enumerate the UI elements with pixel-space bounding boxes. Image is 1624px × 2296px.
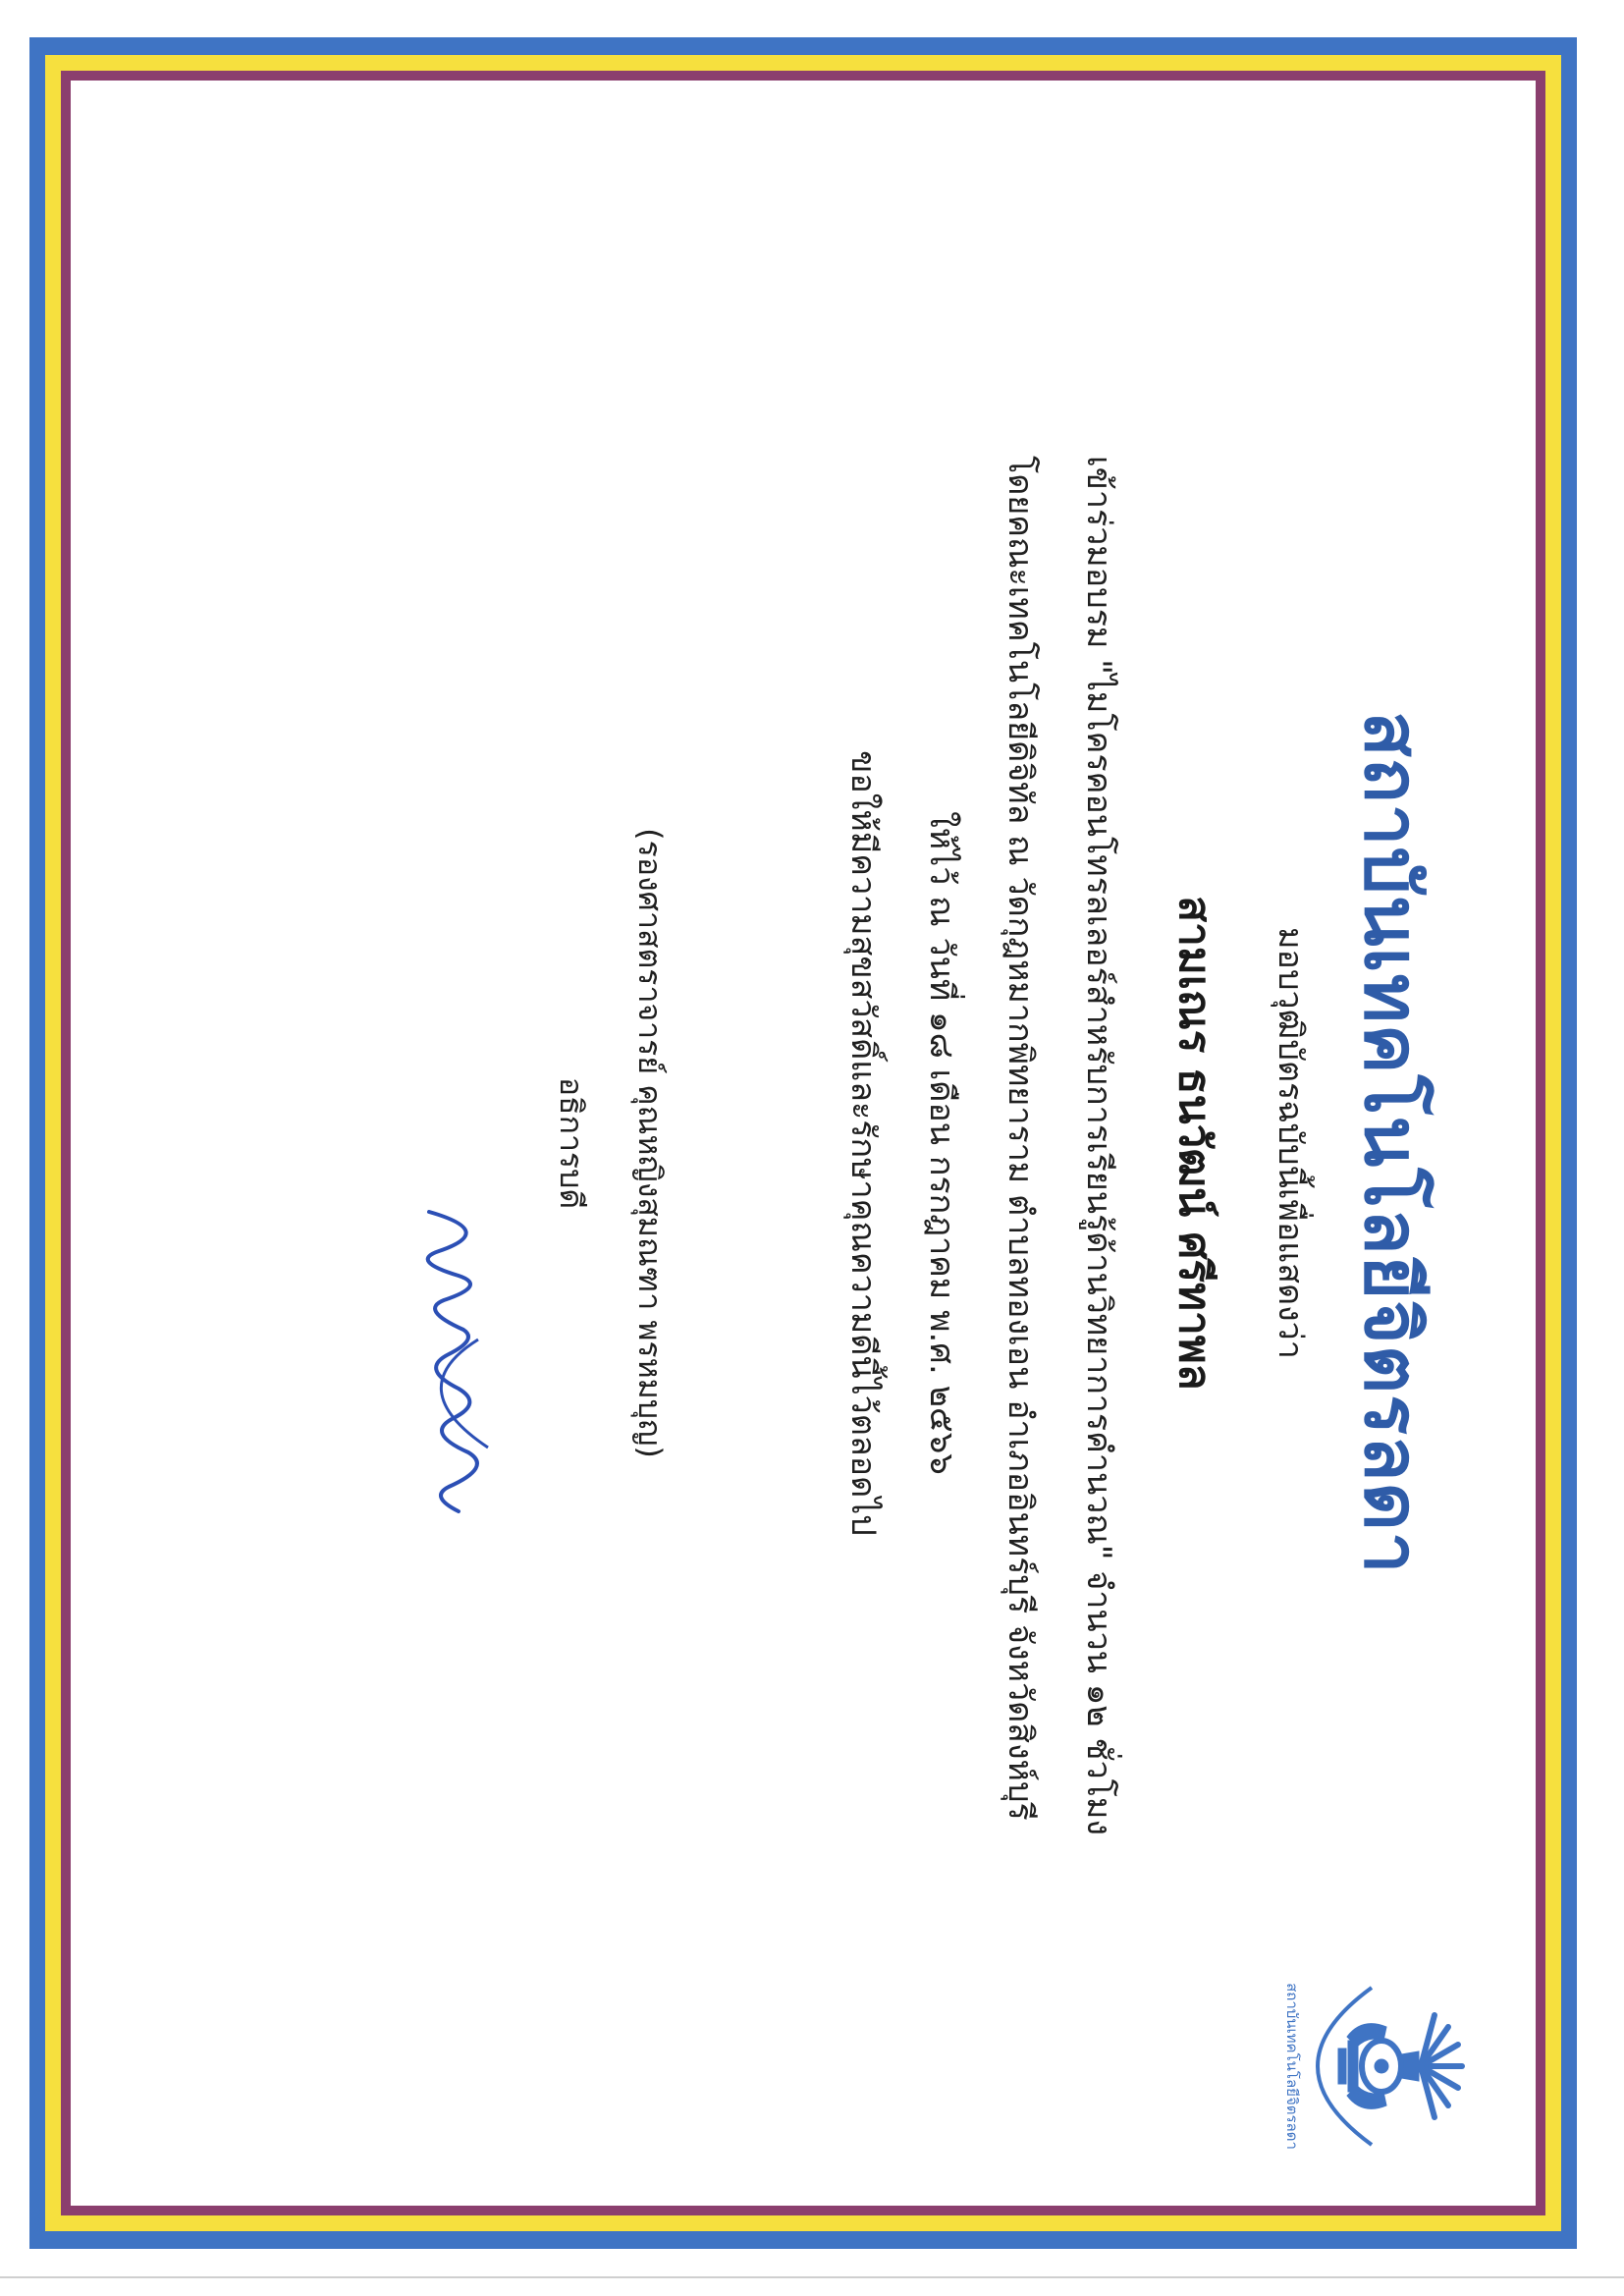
institute-name-title: สถาบันเทคโนโลยีจิตรลดา	[1348, 711, 1435, 1575]
certificate-intro: มอบวุฒิบัตรฉบับนี้เพื่อแสดงว่า	[1271, 927, 1310, 1359]
signatory-name: (รองศาสตราจารย์ คุณหญิงสุมณฑา พรหมบุญ)	[631, 828, 669, 1458]
course-description: เข้าร่วมอบรม "ไมโครคอนโทรลเลอร์สำหรับการเรียนรู้ด้านวิทยาการคำนวณ" จำนวน ๑๒ ชั่วโมง	[1079, 456, 1118, 1835]
signatory-title: อธิการบดี	[553, 1076, 590, 1210]
recipient-name: สามเณร ธนวัฒน์ ศรีทาพล	[1169, 896, 1219, 1391]
blessing-text: ขอให้มีความสุขสวัสดิ์และรักษาคุณความดีนี้ไว้ตลอดไป	[843, 750, 883, 1536]
issue-date: ให้ไว้ ณ วันที่ ๑๘ เดือน กรกฎาคม พ.ศ. ๒๕๖๖	[922, 811, 961, 1475]
svg-text:สถาบันเทคโนโลยีจิตรลดา: สถาบันเทคโนโลยีจิตรลดา	[1283, 1983, 1301, 2150]
organizer-location: โดยคณะเทคโนโลยีดิจิทัล ณ วัดกุฎหมากพิทยาราม ตำบลทองเอน อำเภออินทร์บุรี จังหวัดสิงห์บุรี	[1001, 456, 1040, 1821]
certificate-content	[125, 112, 1519, 2174]
scan-edge-line	[0, 2276, 1624, 2278]
signature-mark	[380, 1192, 517, 1526]
